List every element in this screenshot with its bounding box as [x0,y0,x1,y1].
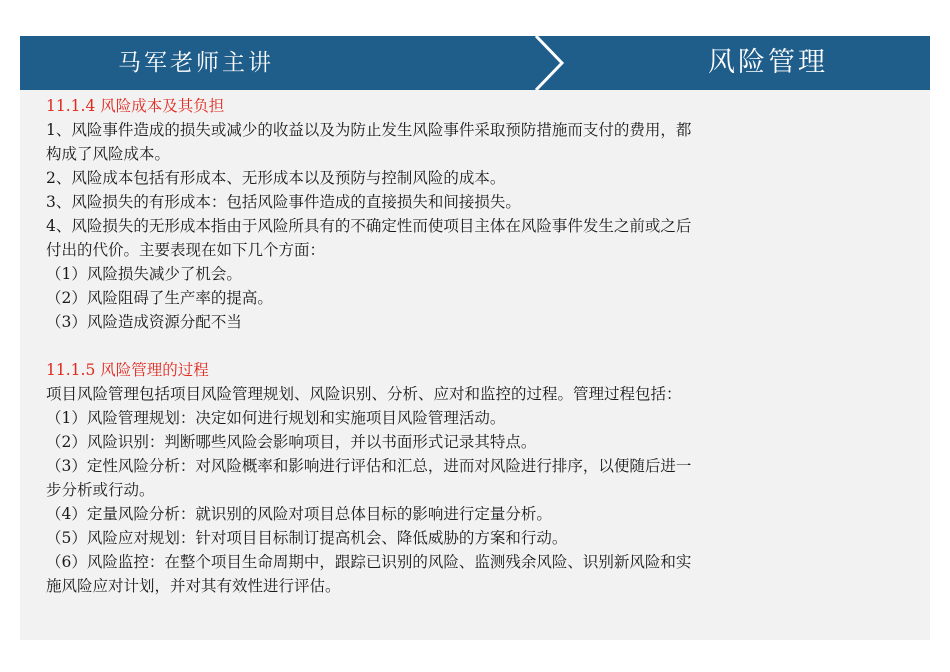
slide-content [46,94,902,598]
section-heading-11-1-5: 11.1.5 风险管理的过程 [46,361,209,379]
body-line: （3）风险造成资源分配不当 [46,313,242,331]
body-line: 2、风险成本包括有形成本、无形成本以及预防与控制风险的成本。 [46,169,506,187]
body-line: 4、风险损失的无形成本指由于风险所具有的不确定性而使项目主体在风险事件发生之前或之后 [46,217,692,235]
section-spacer [46,334,902,358]
body-line: 3、风险损失的有形成本：包括风险事件造成的直接损失和间接损失。 [46,193,521,211]
body-line: 项目风险管理包括项目风险管理规划、风险识别、分析、应对和监控的过程。管理过程包括： [46,385,682,403]
body-line: （6）风险监控：在整个项目生命周期中，跟踪已识别的风险、监测残余风险、识别新风险和实 [46,553,692,571]
body-line: 付出的代价。主要表现在如下几个方面： [46,241,326,259]
body-line: 构成了风险成本。 [46,145,171,163]
presenter-title: 马军老师主讲 [118,50,274,76]
chevron-right-icon [528,36,568,90]
body-line: 施风险应对计划，并对其有效性进行评估。 [46,577,341,595]
section-heading-11-1-4: 11.1.4 风险成本及其负担 [46,97,225,115]
body-line: （1）风险损失减少了机会。 [46,265,242,283]
body-line: （4）定量风险分析：就识别的风险对项目总体目标的影响进行定量分析。 [46,505,552,523]
topic-title: 风险管理 [708,47,828,78]
body-line: （5）风险应对规划：针对项目目标制订提高机会、降低威胁的方案和行动。 [46,529,568,547]
body-line: （3）定性风险分析：对风险概率和影响进行评估和汇总，进而对风险进行排序，以便随后进一 [46,457,692,475]
body-line: （2）风险识别：判断哪些风险会影响项目，并以书面形式记录其特点。 [46,433,537,451]
body-line: （1）风险管理规划：决定如何进行规划和实施项目风险管理活动。 [46,409,506,427]
body-line: 1、风险事件造成的损失或减少的收益以及为防止发生风险事件采取预防措施而支付的费用，都 [46,121,692,139]
body-line: （2）风险阻碍了生产率的提高。 [46,289,273,307]
body-line: 步分析或行动。 [46,481,155,499]
